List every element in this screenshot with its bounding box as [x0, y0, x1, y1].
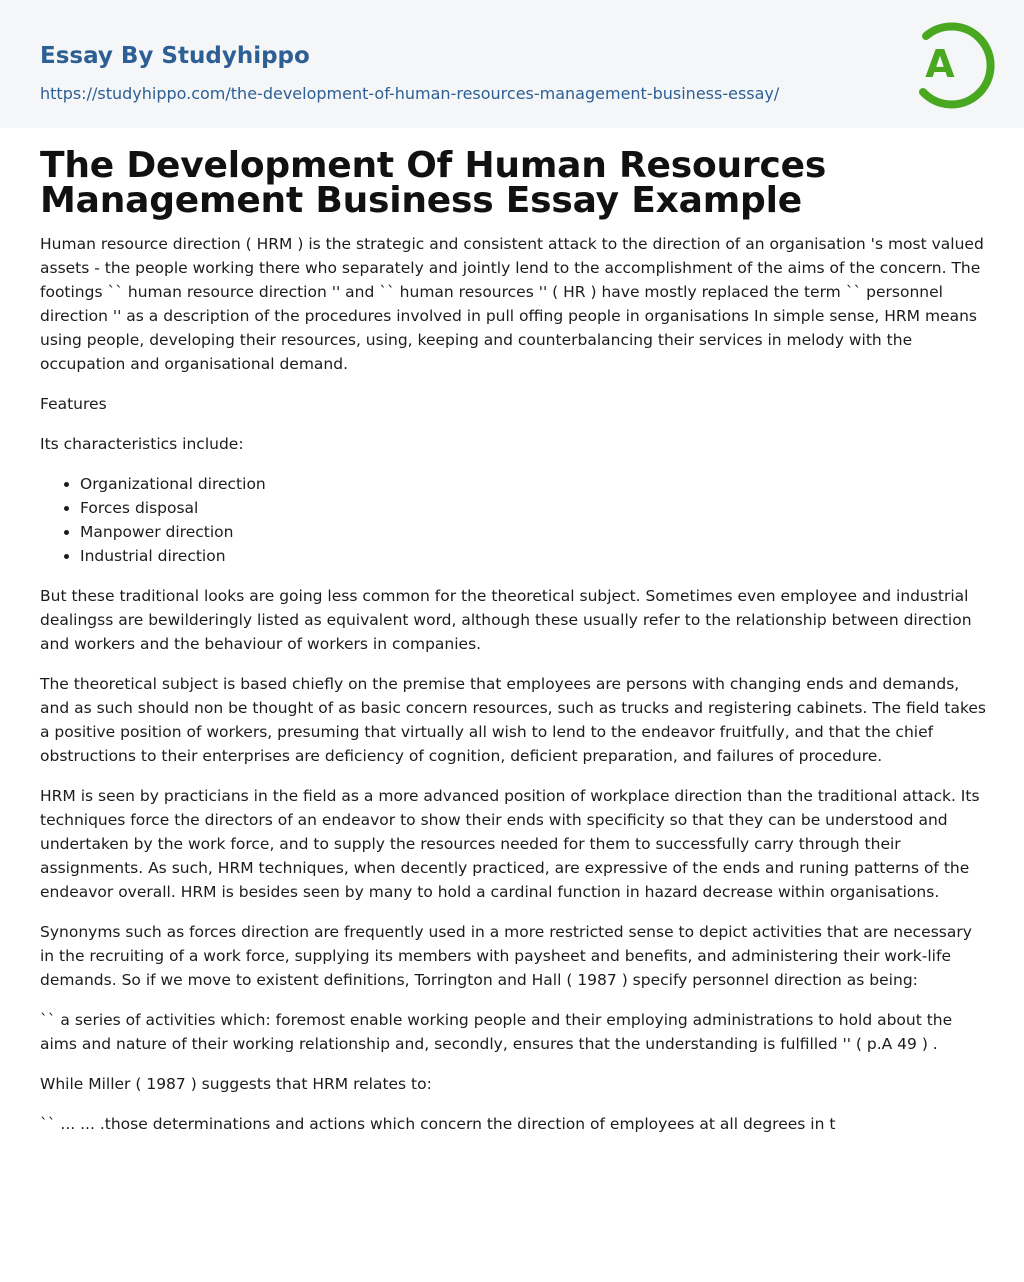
logo-letter: A [925, 42, 955, 86]
site-brand[interactable]: Essay By Studyhippo [40, 43, 310, 69]
list-item: • Forces disposal [80, 496, 988, 520]
paragraph-hrm-practicians: HRM is seen by practicians in the field as a more advanced position of workplace direction than the traditional attack. Its techniques force the directors of an endeavor to show their ends with specificity so that they can be understood and undertaken by the work force, and to supply the resources needed for them to successfully carry through their assignments. As such, HRM techniques, when decently practiced, are expressive of the ends and runing patterns of the endeavor overall. HRM is besides seen by many to hold a cardinal function in hazard decrease within organisations. [40, 787, 980, 901]
paragraph-intro: Human resource direction ( HRM ) is the strategic and consistent attack to the direction of an organisation 's most valued assets - the people working there who separately and jointly lend to the accomplishment of the aims of the concern. The footings `` human resource direction '' and `` human resources '' ( HR ) have mostly replaced the term `` personnel direction '' as a description of the procedures involved in pull offing people in organisations In simple sense, HRM means using people, developing their resources, using, keeping and counterbalancing their services in melody with the occupation and organisational demand. [40, 235, 984, 373]
list-item: • Organizational direction [80, 472, 988, 496]
paragraph-synonyms: Synonyms such as forces direction are frequently used in a more restricted sense to depict activities that are necessary in the recruiting of a work force, supplying its members with paysheet and benefits, and administering their work-life demands. So if we move to existent definitions, Torrington and Hall ( 1987 ) specify personnel direction as being: [40, 923, 972, 989]
features-heading: Features [40, 395, 107, 413]
quote-torrington-hall: `` a series of activities which: foremost enable working people and their employing administrations to hold about the aims and nature of their working relationship and, secondly, ensures that the understanding is fulfilled '' ( p.A 49 ) . [40, 1011, 953, 1053]
characteristics-list [40, 472, 988, 568]
list-item: • Industrial direction [80, 544, 988, 568]
characteristics-intro: Its characteristics include: [40, 435, 244, 453]
quote-miller-truncated: `` ... ... .those determinations and actions which concern the direction of employees at all degrees in t [40, 1115, 836, 1133]
essay-url-link[interactable]: https://studyhippo.com/the-development-of-human-resources-management-business-essay/ [40, 84, 780, 103]
paragraph-miller: While Miller ( 1987 ) suggests that HRM relates to: [40, 1075, 432, 1093]
studyhippo-logo-icon[interactable] [900, 16, 996, 112]
essay-content [40, 145, 988, 1152]
list-item: • Manpower direction [80, 520, 988, 544]
site-header [0, 0, 1024, 128]
paragraph-traditional-looks: But these traditional looks are going less common for the theoretical subject. Sometimes even employee and industrial dealingss are bewilderingly listed as equivalent word, although these usually refer to the relationship between direction and workers and the behaviour of workers in companies. [40, 587, 972, 653]
essay-title: The Development Of Human Resources Management Business Essay Example [40, 145, 827, 221]
paragraph-theoretical-subject: The theoretical subject is based chiefly on the premise that employees are persons with changing ends and demands, and as such should non be thought of as basic concern resources, such as trucks and registering cabinets. The field takes a positive position of workers, presuming that virtually all wish to lend to the endeavor fruitfully, and that the chief obstructions to their enterprises are deficiency of cognition, deficient preparation, and failures of procedure. [40, 675, 986, 765]
